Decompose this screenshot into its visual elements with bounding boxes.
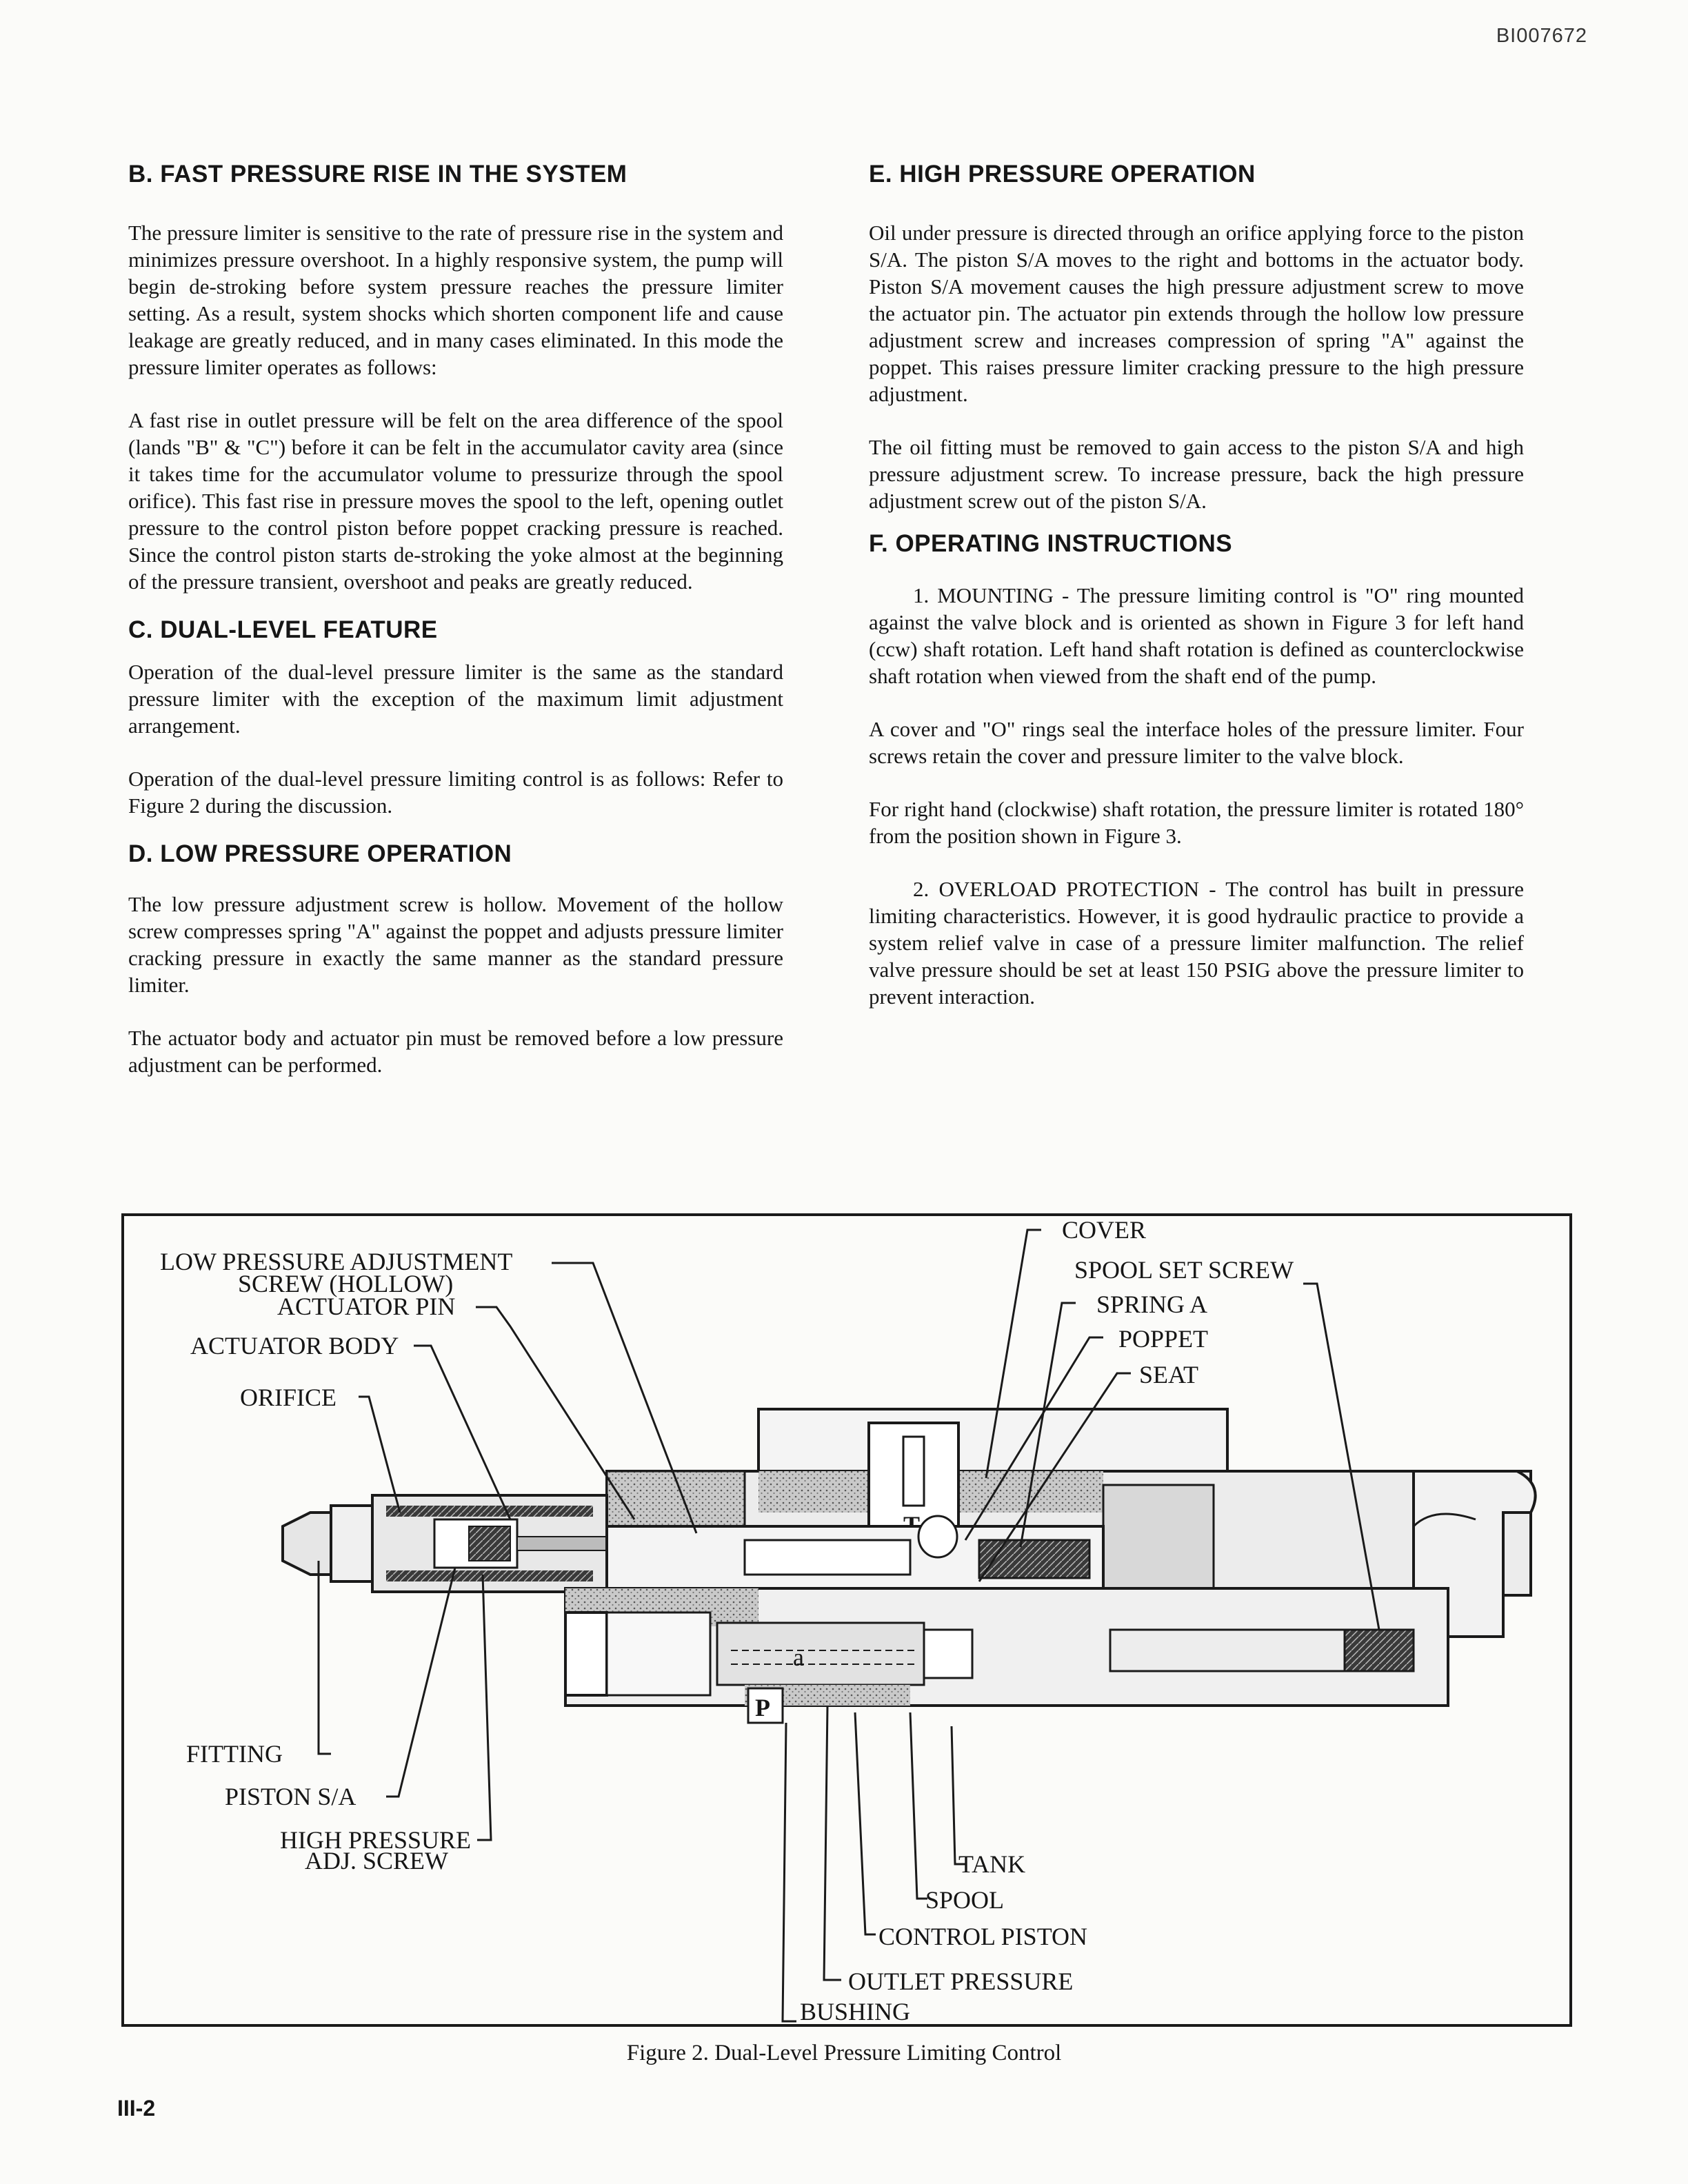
- actuator-thread-bottom: [386, 1570, 593, 1581]
- figure-caption: Figure 2. Dual-Level Pressure Limiting Control: [626, 2041, 1062, 2065]
- poppet: [918, 1516, 957, 1557]
- section-b-paragraph-2: A fast rise in outlet pressure will be felt on the area difference of the spool (lands "B" & "C") before it can be felt in the accumulator cavity area (since it takes time for the accumulator volume to pressurize through the spool orifice). This fast rise in pressure moves the spool to the left, opening outlet pressure to the control piston before poppet cracking pressure is reached. Since the control piston starts de-stroking the yoke almost at the beginning of the pressure transient, overshoot and peaks are greatly reduced.: [128, 408, 783, 594]
- fitting-body: [331, 1506, 372, 1581]
- section-d-paragraph-1: The low pressure adjustment screw is hollow. Movement of the hollow screw compresses spring "A" against the poppet and adjusts pressure limiter cracking pressure in exactly the same manner as the standard pressure limiter.: [128, 892, 783, 997]
- section-f-heading: F. OPERATING INSTRUCTIONS: [869, 530, 1233, 557]
- label-control-piston: CONTROL PISTON: [878, 1923, 1088, 1950]
- label-outlet-pressure: OUTLET PRESSURE: [848, 1968, 1074, 1995]
- page-number: III-2: [117, 2096, 156, 2121]
- label-poppet: POPPET: [1118, 1325, 1209, 1353]
- label-adj-screw: ADJ. SCREW: [305, 1847, 449, 1874]
- spool: [717, 1623, 924, 1685]
- actuator-thread-top: [386, 1506, 593, 1517]
- section-f-rotation: For right hand (clockwise) shaft rotation, the pressure limiter is rotated 180° from the position shown in Figure 3.: [869, 797, 1524, 848]
- tank-port-passage: [903, 1437, 924, 1506]
- figure-dual-level-pressure-limiting-control: [121, 1213, 1572, 2027]
- bushing: [924, 1630, 972, 1678]
- port-a-label: a: [793, 1644, 804, 1671]
- port-p-label: P: [755, 1694, 770, 1721]
- section-e-heading: E. HIGH PRESSURE OPERATION: [869, 161, 1256, 188]
- section-d-paragraph-2: The actuator body and actuator pin must be removed before a low pressure adjustment can be performed.: [128, 1026, 783, 1077]
- section-d-heading: D. LOW PRESSURE OPERATION: [128, 840, 512, 867]
- section-f-mounting: 1. MOUNTING - The pressure limiting control is "O" ring mounted against the valve block and is oriented as shown in Figure 3 for left hand (ccw) shaft rotation. Left hand shaft rotation is defined as counterclockwise shaft rotation when viewed from the shaft end of the pump.: [869, 583, 1524, 688]
- section-b-heading: B. FAST PRESSURE RISE IN THE SYSTEM: [128, 161, 627, 188]
- left-column: [128, 160, 783, 1104]
- high-pressure-adj-screw: [469, 1526, 510, 1561]
- pressure-limiter-diagram: [124, 1216, 1569, 2024]
- label-piston-sa: PISTON S/A: [225, 1783, 356, 1810]
- section-c-paragraph-2: Operation of the dual-level pressure limiting control is as follows: Refer to Figure 2 during the discussion.: [128, 767, 783, 818]
- right-column: [869, 160, 1524, 1036]
- label-actuator-body: ACTUATOR BODY: [190, 1332, 399, 1359]
- control-piston: [607, 1612, 710, 1695]
- spring-a: [979, 1540, 1089, 1578]
- section-f-cover: A cover and "O" rings seal the interface holes of the pressure limiter. Four screws retain the cover and pressure limiter to the valve block.: [869, 717, 1524, 768]
- spool-set-screw: [1345, 1630, 1414, 1671]
- label-orifice: ORIFICE: [240, 1384, 337, 1411]
- label-spool: SPOOL: [925, 1886, 1005, 1914]
- fitting-nut: [283, 1513, 331, 1575]
- label-bushing: BUSHING: [800, 1998, 911, 2024]
- label-seat: SEAT: [1139, 1361, 1199, 1388]
- label-tank: TANK: [958, 1850, 1026, 1878]
- label-screw-hollow: SCREW (HOLLOW): [238, 1270, 454, 1297]
- control-piston-cap: [565, 1612, 607, 1695]
- label-spool-set-screw: SPOOL SET SCREW: [1074, 1256, 1294, 1284]
- section-f-overload: 2. OVERLOAD PROTECTION - The control has built in pressure limiting characteristics. However, it is good hydraulic practice to provide a system relief valve in case of a pressure limiter malfunction. The relief valve pressure should be set at least 150 PSIG above the pressure limiter to prevent interaction.: [869, 877, 1524, 1009]
- section-e-paragraph-2: The oil fitting must be removed to gain access to the piston S/A and high pressure adjustment screw. To increase pressure, back the high pressure adjustment screw out of the piston S/A.: [869, 435, 1524, 513]
- low-pressure-adj-screw: [745, 1540, 910, 1575]
- label-actuator-pin: ACTUATOR PIN: [277, 1293, 456, 1320]
- spring-cavity: [1103, 1485, 1214, 1588]
- label-low-pressure-adjustment: LOW PRESSURE ADJUSTMENT: [160, 1248, 513, 1275]
- section-c-paragraph-1: Operation of the dual-level pressure limiter is the same as the standard pressure limiter with the exception of the maximum limit adjustment arrangement.: [128, 660, 783, 738]
- label-cover: COVER: [1062, 1216, 1147, 1244]
- section-e-paragraph-1: Oil under pressure is directed through an orifice applying force to the piston S/A. The piston S/A moves to the right and bottoms in the actuator body. Piston S/A movement causes the high pressure adjustment screw to move the actuator pin. The actuator pin extends through the hollow low pressure adjustment screw and increases compression of spring "A" against the poppet. This raises pressure limiter cracking pressure to the high pressure adjustment.: [869, 221, 1524, 406]
- document-id: BI007672: [1496, 25, 1587, 47]
- section-c-heading: C. DUAL-LEVEL FEATURE: [128, 616, 438, 643]
- section-b-paragraph-1: The pressure limiter is sensitive to the rate of pressure rise in the system and minimizes pressure overshoot. In a highly responsive system, the pump will begin de-stroking before system pressure reaches the pressure limiter setting. As a result, system shocks which shorten component life and cause leakage are greatly reduced, and in many cases eliminated. In this mode the pressure limiter operates as follows:: [128, 221, 783, 379]
- label-fitting: FITTING: [186, 1740, 283, 1768]
- label-spring-a: SPRING A: [1096, 1291, 1208, 1318]
- label-high-pressure: HIGH PRESSURE: [280, 1826, 472, 1854]
